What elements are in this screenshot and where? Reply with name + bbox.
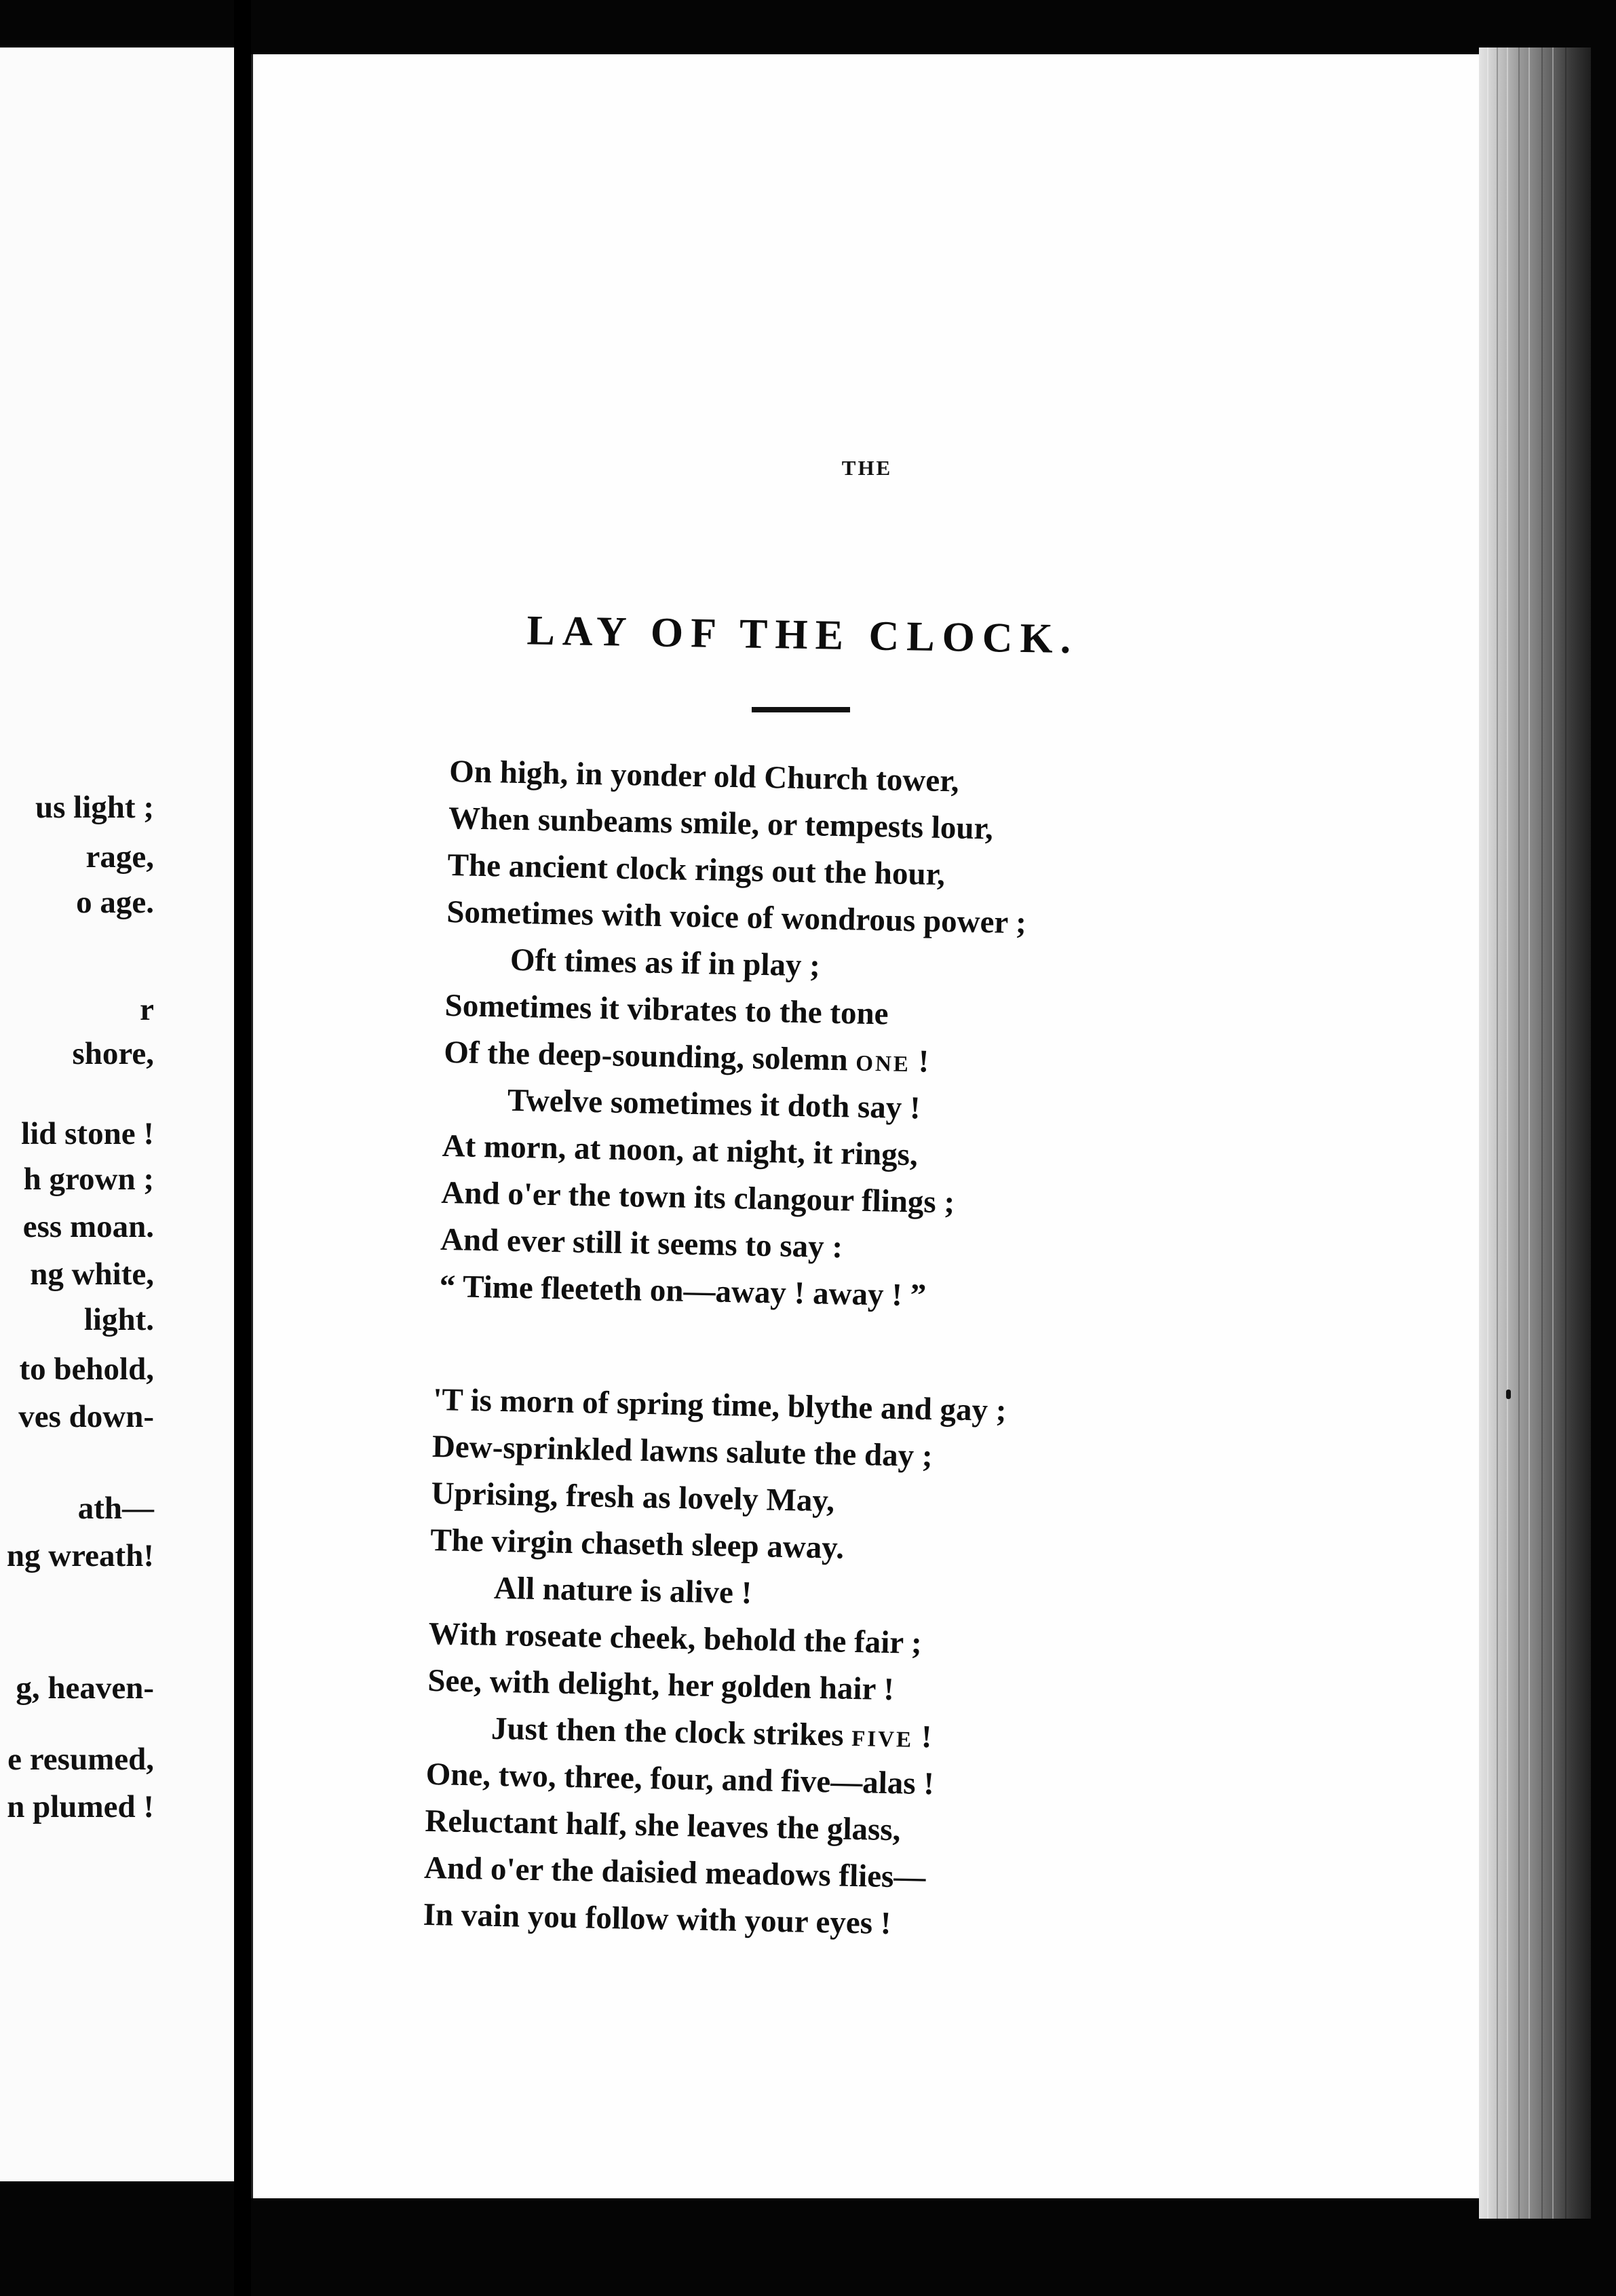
left-page-fragment: rage, (85, 839, 154, 875)
left-page-fragment: to behold, (19, 1352, 154, 1387)
stanza-2 (423, 1377, 1007, 1949)
verse-line: At morn, at noon, at night, it rings, (442, 1128, 919, 1173)
left-page-fragment: ess moan. (22, 1209, 154, 1244)
poem-page (251, 54, 1481, 2198)
verse-line: 'T is morn of spring time, blythe and gay ; (432, 1381, 1007, 1429)
small-caps-word: ONE (855, 1051, 911, 1077)
verse-line: See, with delight, her golden hair ! (427, 1662, 895, 1708)
verse-text: Just then the clock strikes (490, 1710, 852, 1753)
left-page-fragment: ath— (77, 1491, 154, 1526)
verse-line: One, two, three, four, and five—alas ! (425, 1756, 935, 1802)
verse-line: All nature is alive ! (493, 1570, 752, 1611)
left-page-fragment: ng wreath! (6, 1538, 154, 1573)
book-gutter (234, 0, 251, 2296)
small-caps-word: FIVE (851, 1726, 914, 1753)
left-page-fragment: g, heaven- (16, 1670, 154, 1706)
verse-line: Reluctant half, she leaves the glass, (424, 1803, 901, 1848)
verse-line: Twelve sometimes it doth say ! (507, 1082, 921, 1126)
page-title: LAY OF THE CLOCK. (526, 607, 1079, 663)
verse-line: When sunbeams smile, or tempests lour, (448, 800, 994, 847)
left-page-fragment: ng white, (30, 1257, 154, 1292)
kicker: THE (841, 456, 893, 480)
verse-line: And ever still it seems to say : (440, 1221, 843, 1265)
left-page-fragment: o age. (76, 885, 154, 920)
left-page-fragment: h grown ; (23, 1162, 154, 1197)
title-rule (752, 707, 850, 712)
left-facing-page (0, 47, 236, 2181)
verse-line: On high, in yonder old Church tower, (448, 753, 960, 799)
verse-line: Uprising, fresh as lovely May, (431, 1475, 835, 1519)
ink-speck (1506, 1390, 1511, 1399)
verse-line: “ Time fleeteth on—away ! away ! ” (439, 1268, 927, 1314)
left-page-fragment: r (140, 992, 154, 1027)
verse-line: The ancient clock rings out the hour, (447, 847, 946, 893)
left-page-fragment: us light ; (35, 790, 154, 825)
verse-text: ! (910, 1044, 929, 1079)
left-page-fragment: e resumed, (7, 1742, 154, 1777)
verse-line: And o'er the daisied meadows flies— (423, 1850, 926, 1896)
verse-line: Oft times as if in play ; (509, 942, 821, 984)
stanza-1 (439, 748, 1029, 1321)
verse-line: And o'er the town its clangour flings ; (440, 1174, 955, 1221)
verse-text: ! (912, 1719, 933, 1755)
verse-line: Sometimes it vibrates to the tone (444, 987, 889, 1032)
page-edge-stack (1479, 47, 1591, 2219)
verse-line: With roseate cheek, behold the fair ; (428, 1615, 923, 1661)
verse-text: Of the deep-sounding, solemn (443, 1034, 856, 1078)
left-page-fragment: shore, (72, 1036, 154, 1071)
verse-line: Dew-sprinkled lawns salute the day ; (431, 1428, 934, 1474)
left-page-fragment: n plumed ! (7, 1789, 154, 1824)
left-page-fragment: light. (83, 1302, 154, 1337)
verse-line: In vain you follow with your eyes ! (423, 1896, 891, 1942)
left-page-fragment: lid stone ! (21, 1116, 154, 1151)
verse-line: The virgin chaseth sleep away. (429, 1522, 845, 1566)
verse-line: Sometimes with voice of wondrous power ; (446, 894, 1027, 941)
left-page-fragment: ves down- (18, 1399, 154, 1434)
